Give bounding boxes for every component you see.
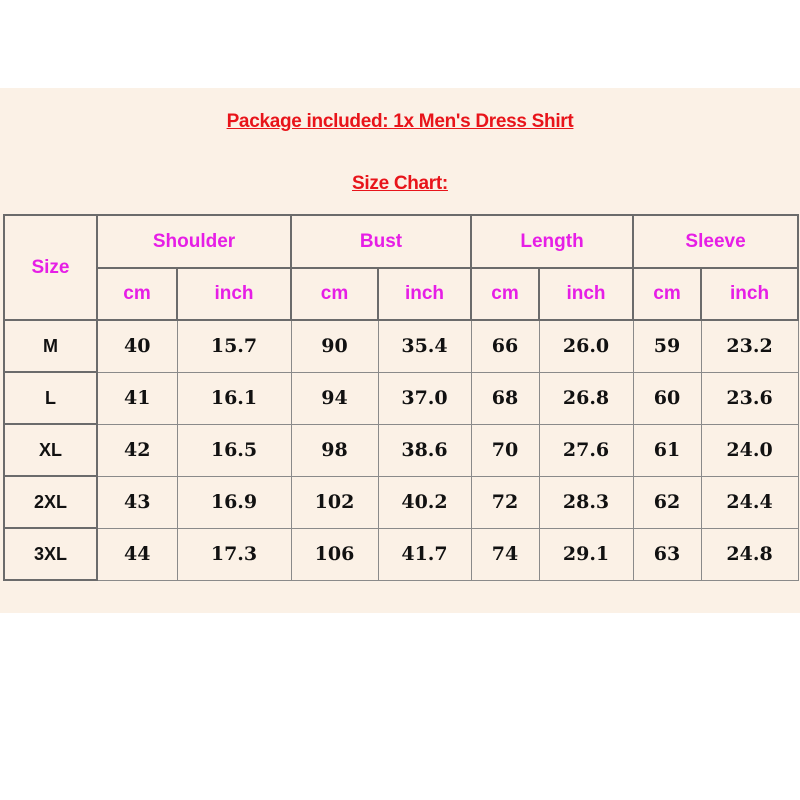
measurement-cell bbox=[97, 320, 177, 372]
table-row bbox=[4, 424, 798, 476]
measurement-value: 68 bbox=[491, 387, 519, 409]
measurement-cell bbox=[97, 424, 177, 476]
measurement-cell bbox=[378, 424, 471, 476]
measurement-cell bbox=[177, 320, 291, 372]
measurement-cell bbox=[539, 320, 633, 372]
group-header-cell bbox=[633, 215, 798, 268]
measurement-cell bbox=[633, 424, 701, 476]
table-row bbox=[4, 320, 798, 372]
unit-cell bbox=[378, 268, 471, 320]
measurement-value: 24.4 bbox=[726, 491, 773, 513]
unit-cell bbox=[291, 268, 378, 320]
measurement-value: 23.6 bbox=[726, 387, 773, 409]
measurement-cell bbox=[633, 372, 701, 424]
measurement-value: 40.2 bbox=[401, 491, 448, 513]
measurement-cell bbox=[633, 528, 701, 580]
measurement-value: 94 bbox=[321, 387, 348, 409]
measurement-cell bbox=[97, 372, 177, 424]
measurement-value: 59 bbox=[653, 335, 681, 358]
measurement-value: 28.3 bbox=[562, 491, 610, 513]
length-cm-header: cm bbox=[491, 283, 519, 304]
measurement-value: 90 bbox=[321, 335, 348, 358]
measurement-value: 37.0 bbox=[401, 387, 448, 409]
measurement-cell bbox=[291, 476, 378, 528]
unit-cell bbox=[539, 268, 633, 320]
measurement-cell bbox=[291, 372, 378, 424]
measurement-value: 70 bbox=[491, 439, 519, 461]
size-chart-table bbox=[3, 214, 799, 581]
measurement-cell bbox=[97, 528, 177, 580]
measurement-value: 41.7 bbox=[401, 543, 448, 565]
sleeve-cm-header: cm bbox=[653, 283, 681, 304]
measurement-cell bbox=[539, 528, 633, 580]
measurement-cell bbox=[539, 424, 633, 476]
measurement-value: 60 bbox=[653, 387, 681, 409]
measurement-value: 40 bbox=[124, 335, 151, 358]
unit-header-row bbox=[4, 268, 798, 320]
measurement-value: 38.6 bbox=[401, 439, 448, 461]
sleeve-header: Sleeve bbox=[685, 230, 746, 252]
measurement-cell bbox=[177, 528, 291, 580]
measurement-cell bbox=[291, 320, 378, 372]
shoulder-cm-header: cm bbox=[123, 283, 151, 304]
measurement-value: 35.4 bbox=[401, 335, 448, 358]
group-header-cell bbox=[471, 215, 633, 268]
measurement-value: 44 bbox=[124, 543, 151, 565]
measurement-value: 42 bbox=[124, 439, 151, 461]
size-label: 2XL bbox=[33, 491, 67, 512]
measurement-cell bbox=[97, 476, 177, 528]
measurement-value: 15.7 bbox=[210, 335, 258, 358]
measurement-value: 74 bbox=[491, 543, 519, 565]
measurement-value: 41 bbox=[124, 387, 151, 409]
shoulder-header: Shoulder bbox=[152, 230, 236, 252]
measurement-cell bbox=[471, 372, 539, 424]
measurement-cell bbox=[177, 424, 291, 476]
group-header-cell bbox=[97, 215, 291, 268]
measurement-cell bbox=[471, 424, 539, 476]
measurement-value: 16.5 bbox=[210, 439, 258, 461]
size-cell bbox=[4, 320, 97, 372]
measurement-value: 43 bbox=[124, 491, 151, 513]
measurement-value: 66 bbox=[491, 335, 519, 358]
measurement-value: 23.2 bbox=[726, 335, 773, 358]
measurement-value: 24.0 bbox=[726, 439, 773, 461]
length-header: Length bbox=[520, 230, 584, 252]
measurement-value: 27.6 bbox=[562, 439, 610, 461]
measurement-cell bbox=[701, 320, 798, 372]
measurement-value: 26.8 bbox=[562, 387, 610, 409]
measurement-cell bbox=[701, 528, 798, 580]
measurement-cell bbox=[291, 424, 378, 476]
measurement-cell bbox=[701, 372, 798, 424]
unit-cell bbox=[701, 268, 798, 320]
measurement-cell bbox=[633, 320, 701, 372]
table-row bbox=[4, 372, 798, 424]
unit-cell bbox=[471, 268, 539, 320]
measurement-value: 61 bbox=[653, 439, 681, 461]
size-rows bbox=[4, 320, 798, 580]
size-label: XL bbox=[38, 439, 62, 460]
size-header: Size bbox=[31, 256, 70, 278]
size-chart-title: Size Chart: bbox=[352, 173, 448, 194]
measurement-cell bbox=[539, 372, 633, 424]
unit-cell bbox=[177, 268, 291, 320]
size-label: 3XL bbox=[33, 543, 67, 564]
measurement-cell bbox=[539, 476, 633, 528]
measurement-cell bbox=[701, 476, 798, 528]
measurement-cell bbox=[378, 372, 471, 424]
size-cell bbox=[4, 372, 97, 424]
measurement-cell bbox=[378, 528, 471, 580]
size-header-cell bbox=[4, 215, 97, 320]
group-header-row bbox=[4, 215, 798, 268]
size-cell bbox=[4, 424, 97, 476]
measurement-value: 16.9 bbox=[210, 491, 258, 513]
bust-inch-header: inch bbox=[404, 283, 445, 304]
measurement-cell bbox=[471, 320, 539, 372]
measurement-value: 29.1 bbox=[562, 543, 610, 565]
measurement-cell bbox=[378, 320, 471, 372]
measurement-value: 98 bbox=[321, 439, 348, 461]
length-inch-header: inch bbox=[566, 283, 606, 304]
table-row bbox=[4, 476, 798, 528]
measurement-cell bbox=[701, 424, 798, 476]
table-row bbox=[4, 528, 798, 580]
measurement-value: 63 bbox=[653, 543, 681, 565]
measurement-cell bbox=[378, 476, 471, 528]
measurement-cell bbox=[177, 476, 291, 528]
size-label: L bbox=[45, 387, 56, 408]
size-cell bbox=[4, 528, 97, 580]
measurement-value: 16.1 bbox=[210, 387, 258, 409]
measurement-cell bbox=[471, 476, 539, 528]
measurement-cell bbox=[471, 528, 539, 580]
measurement-cell bbox=[291, 528, 378, 580]
measurement-value: 24.8 bbox=[726, 543, 773, 565]
measurement-cell bbox=[633, 476, 701, 528]
unit-cell bbox=[633, 268, 701, 320]
size-label: M bbox=[43, 335, 58, 356]
measurement-cell bbox=[177, 372, 291, 424]
measurement-value: 102 bbox=[314, 491, 355, 513]
shoulder-inch-header: inch bbox=[214, 283, 254, 304]
measurement-value: 62 bbox=[653, 491, 681, 513]
measurement-value: 72 bbox=[491, 491, 519, 513]
package-included-text: Package included: 1x Men's Dress Shirt bbox=[226, 111, 574, 132]
measurement-value: 17.3 bbox=[210, 543, 258, 565]
unit-cell bbox=[97, 268, 177, 320]
measurement-value: 26.0 bbox=[562, 335, 610, 358]
sleeve-inch-header: inch bbox=[730, 283, 770, 304]
size-cell bbox=[4, 476, 97, 528]
bust-header: Bust bbox=[359, 230, 403, 252]
measurement-value: 106 bbox=[314, 543, 355, 565]
bust-cm-header: cm bbox=[320, 283, 349, 304]
group-header-cell bbox=[291, 215, 471, 268]
